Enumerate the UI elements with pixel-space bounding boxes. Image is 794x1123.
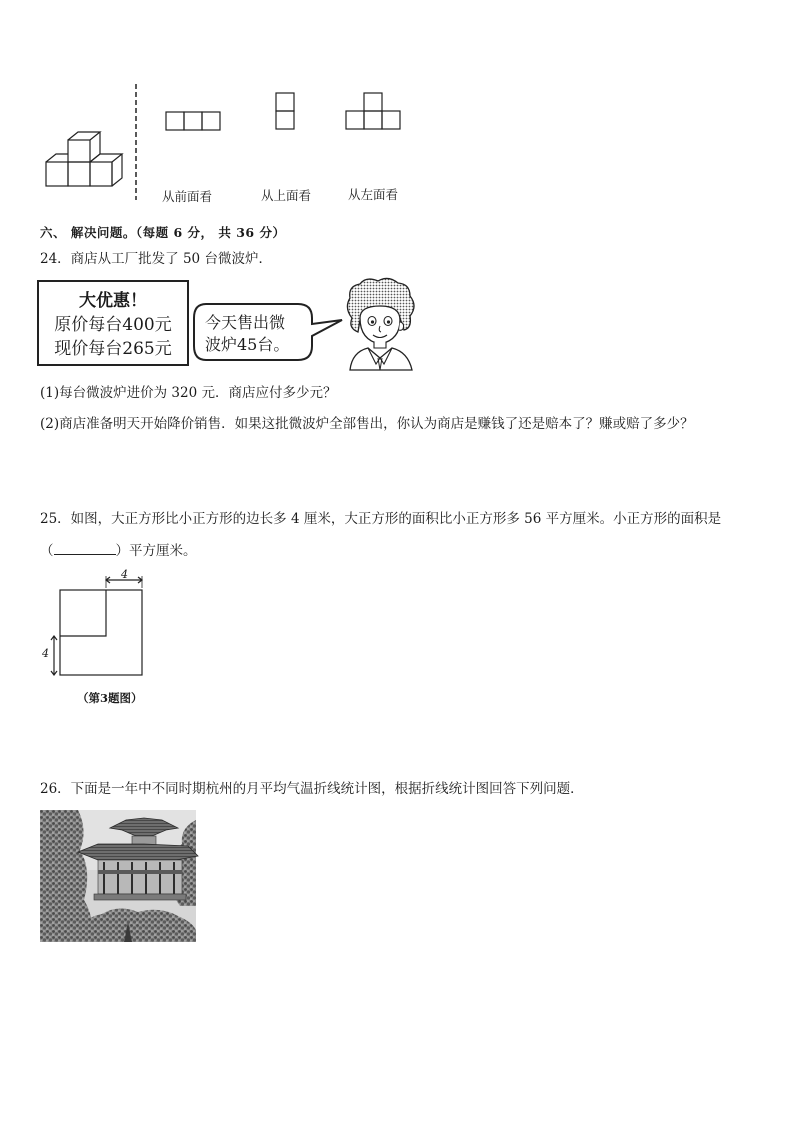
square-diagram	[40, 568, 150, 680]
sale-sign	[37, 280, 189, 366]
question-24-stem: 24．商店从工厂批发了 50 台微波炉．	[40, 251, 272, 267]
dimension-left-label: 4	[42, 647, 49, 660]
shopkeeper-illustration	[342, 278, 418, 370]
section-heading: 六、 解决问题。（每题 6 分， 共 36 分）	[40, 225, 286, 240]
left-view-grid	[345, 92, 403, 130]
left-view-label: 从左面看	[348, 187, 399, 202]
question-25-answer-line	[40, 540, 197, 560]
front-view-grid	[165, 111, 221, 131]
question-24-part-1: (1)每台微波炉进价为 320 元．商店应付多少元？	[40, 385, 337, 401]
cube-stack-figure	[40, 124, 130, 194]
speech-bubble-line-2: 波炉45台。	[205, 335, 290, 354]
pavilion-photo	[40, 810, 196, 942]
answer-open-paren: （	[40, 543, 54, 559]
top-view-grid	[275, 92, 295, 130]
sale-sign-original-price: 原价每台400元	[54, 315, 172, 335]
speech-bubble-line-1: 今天售出微	[205, 313, 286, 332]
question-25-stem: 25．如图，大正方形比小正方形的边长多 4 厘米，大正方形的面积比小正方形多 56 平方厘米。小正方形的面积是	[40, 511, 722, 527]
answer-unit: ）平方厘米。	[115, 543, 197, 559]
dimension-top-label: 4	[121, 568, 128, 581]
speech-bubble-text	[205, 312, 289, 356]
question-26-stem: 26．下面是一年中不同时期杭州的月平均气温折线统计图，根据折线统计图回答下列问题．	[40, 781, 584, 797]
top-view-label: 从上面看	[261, 188, 312, 203]
sale-sign-title: 大优惠！	[79, 291, 147, 311]
sale-sign-current-price: 现价每台265元	[54, 339, 172, 359]
answer-blank[interactable]	[54, 540, 116, 555]
dashed-divider	[134, 84, 138, 200]
figure-caption: （第3题图）	[77, 691, 143, 705]
front-view-label: 从前面看	[162, 189, 213, 204]
question-24-part-2: (2)商店准备明天开始降价销售．如果这批微波炉全部售出，你认为商店是赚钱了还是赔本了？赚或赔了多少？	[40, 416, 694, 432]
